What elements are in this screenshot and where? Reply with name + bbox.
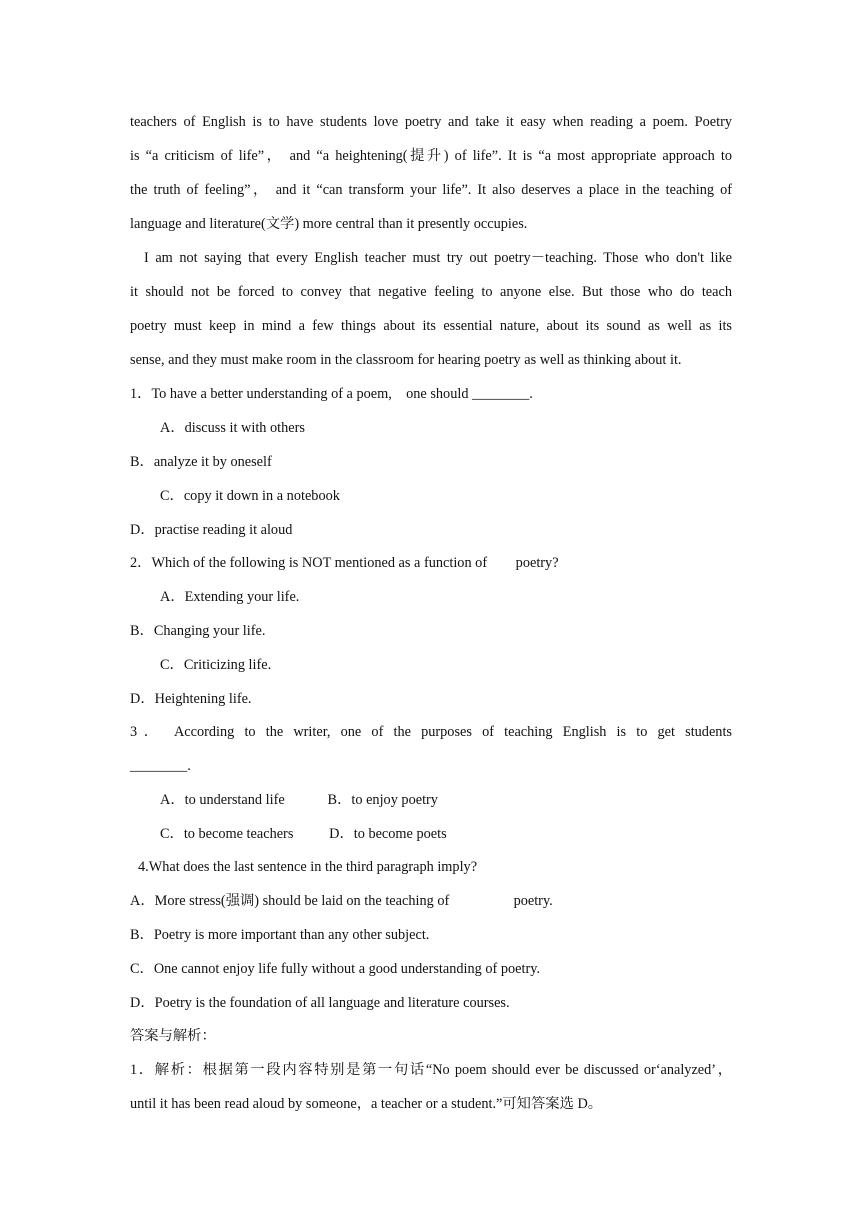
question-4-stem: 4.What does the last sentence in the third paragraph imply?: [138, 859, 478, 875]
question-4-option-b: B．Poetry is more important than any other subject.: [130, 927, 430, 943]
answer-1-line-2: until it has been read aloud by someone，a teacher or a student.”可知答案选 D。: [130, 1096, 603, 1112]
passage-line: it should not be forced to convey that negative feeling to anyone else. But those who do teach: [130, 284, 732, 300]
question-3-options-row-2: C．to become teachers D．to become poets: [160, 826, 447, 842]
passage-line: sense, and they must make room in the classroom for hearing poetry as well as thinking about it.: [130, 352, 682, 368]
passage-line: I am not saying that every English teacher must try out poetry－teaching. Those who don't like: [144, 250, 732, 266]
question-3-options-row-1: A．to understand life B．to enjoy poetry: [160, 792, 438, 808]
question-1-option-c: C．copy it down in a notebook: [160, 488, 340, 504]
question-2-option-a: A．Extending your life.: [160, 589, 300, 605]
question-1-option-a: A．discuss it with others: [160, 420, 305, 436]
question-3-stem: 3． According to the writer, one of the purposes of teaching English is to get students: [130, 724, 732, 740]
passage-line: is “a criticism of life”， and “a heightening(提升) of life”. It is “a most appropriate approach to: [130, 148, 732, 164]
question-2-option-b: B．Changing your life.: [130, 623, 266, 639]
passage-line: poetry must keep in mind a few things about its essential nature, about its sound as well as its: [130, 318, 732, 334]
question-1-option-b: B．analyze it by oneself: [130, 454, 272, 470]
passage-line: teachers of English is to have students love poetry and take it easy when reading a poem. Poetry: [130, 114, 732, 130]
document-page: [130, 0, 732, 1216]
question-2-stem: 2．Which of the following is NOT mentioned as a function of poetry?: [130, 555, 559, 571]
question-4-option-a: A．More stress(强调) should be laid on the teaching of poetry.: [130, 893, 553, 909]
question-4-option-c: C．One cannot enjoy life fully without a good understanding of poetry.: [130, 961, 541, 977]
answer-1-line-1: 1．解析：根据第一段内容特别是第一句话“No poem should ever be discussed or‘analyzed’，: [130, 1062, 732, 1078]
question-1-stem: 1．To have a better understanding of a poem, one should ________.: [130, 386, 533, 402]
question-2-option-d: D．Heightening life.: [130, 691, 252, 707]
passage-line: language and literature(文学) more central than it presently occupies.: [130, 216, 528, 232]
question-4-option-d: D．Poetry is the foundation of all language and literature courses.: [130, 995, 510, 1011]
question-3-stem-blank: ________.: [130, 758, 191, 774]
answers-heading: 答案与解析：: [130, 1028, 216, 1044]
question-2-option-c: C．Criticizing life.: [160, 657, 272, 673]
question-1-option-d: D．practise reading it aloud: [130, 522, 293, 538]
passage-line: the truth of feeling”， and it “can transform your life”. It also deserves a place in the teaching of: [130, 182, 732, 198]
